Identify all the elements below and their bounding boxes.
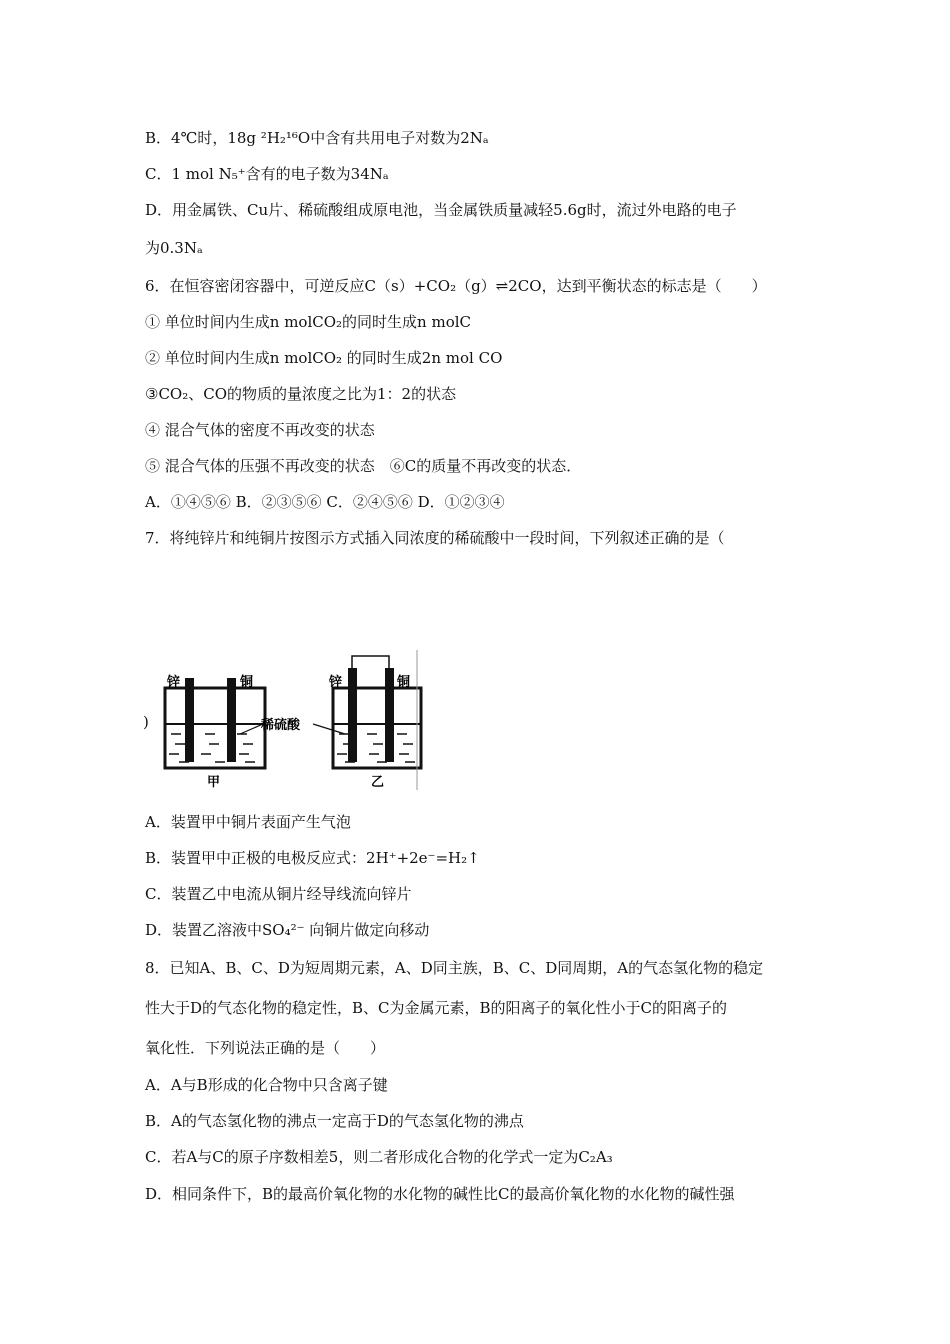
text-line: 为0.3Nₐ xyxy=(145,239,203,257)
label-copper-right: 铜 xyxy=(397,675,411,690)
text-line: 氧化性．下列说法正确的是（ ） xyxy=(145,1039,386,1057)
caption-left: 甲 xyxy=(207,775,221,790)
label-dilute-sulfuric-acid: 稀硫酸 xyxy=(261,718,301,733)
option: A．装置甲中铜片表面产生气泡 xyxy=(145,813,351,831)
answer-options: A．①④⑤⑥ B．②③⑤⑥ C．②④⑤⑥ D．①②③④ xyxy=(145,493,505,511)
text-line: C．1 mol N₅⁺含有的电子数为34Nₐ xyxy=(145,165,389,183)
option: A．A与B形成的化合物中只含离子键 xyxy=(145,1076,388,1094)
option: C．装置乙中电流从铜片经导线流向锌片 xyxy=(145,885,412,903)
label-copper-left: 铜 xyxy=(240,675,254,690)
label-zinc-right: 锌 xyxy=(329,675,343,690)
copper-electrode-left xyxy=(227,678,236,762)
question-6: 6．在恒容密闭容器中，可逆反应C（s）+CO₂（g）⇌2CO，达到平衡状态的标志是（ ） xyxy=(145,277,767,295)
beaker-right xyxy=(333,656,421,768)
option: D．装置乙溶液中SO₄²⁻ 向铜片做定向移动 xyxy=(145,921,430,939)
zinc-electrode-left xyxy=(185,678,194,762)
label-zinc-left: 锌 xyxy=(167,675,181,690)
text-line: D．用金属铁、Cu片、稀硫酸组成原电池，当金属铁质量减轻5.6g时，流过外电路的电子 xyxy=(145,201,737,219)
zinc-electrode-right xyxy=(348,668,357,762)
option: C．若A与C的原子序数相差5，则二者形成化合物的化学式一定为C₂A₃ xyxy=(145,1148,613,1166)
connecting-wire xyxy=(352,656,389,668)
statement: ① 单位时间内生成n molCO₂的同时生成n molC xyxy=(145,313,471,331)
statement: ④ 混合气体的密度不再改变的状态 xyxy=(145,421,375,439)
caption-right: 乙 xyxy=(371,775,385,790)
copper-electrode-right xyxy=(385,668,394,762)
text-line: B．4℃时，18g ²H₂¹⁶O中含有共用电子对数为2Nₐ xyxy=(145,129,489,147)
statement: ⑤ 混合气体的压强不再改变的状态 ⑥C的质量不再改变的状态． xyxy=(145,457,582,475)
option: B．A的气态氢化物的沸点一定高于D的气态氢化物的沸点 xyxy=(145,1112,524,1130)
text-line: 性大于D的气态化物的稳定性，B、C为金属元素，B的阳离子的氧化性小于C的阳离子的 xyxy=(145,999,728,1017)
galvanic-cell-diagram xyxy=(145,650,425,790)
statement: ② 单位时间内生成n molCO₂ 的同时生成2n mol CO xyxy=(145,349,503,367)
statement: ③CO₂、CO的物质的量浓度之比为1：2的状态 xyxy=(145,385,457,403)
question-8: 8．已知A、B、C、D为短周期元素，A、D同主族，B、C、D同周期，A的气态氢化物的稳定 xyxy=(145,959,764,977)
closing-paren: ) xyxy=(143,713,149,731)
question-7: 7．将纯锌片和纯铜片按图示方式插入同浓度的稀硫酸中一段时间，下列叙述正确的是（ xyxy=(145,529,725,547)
beaker-left xyxy=(165,678,265,768)
option: D．相同条件下，B的最高价氧化物的水化物的碱性比C的最高价氧化物的水化物的碱性强 xyxy=(145,1185,735,1203)
option: B．装置甲中正极的电极反应式：2H⁺+2e⁻=H₂↑ xyxy=(145,849,480,867)
